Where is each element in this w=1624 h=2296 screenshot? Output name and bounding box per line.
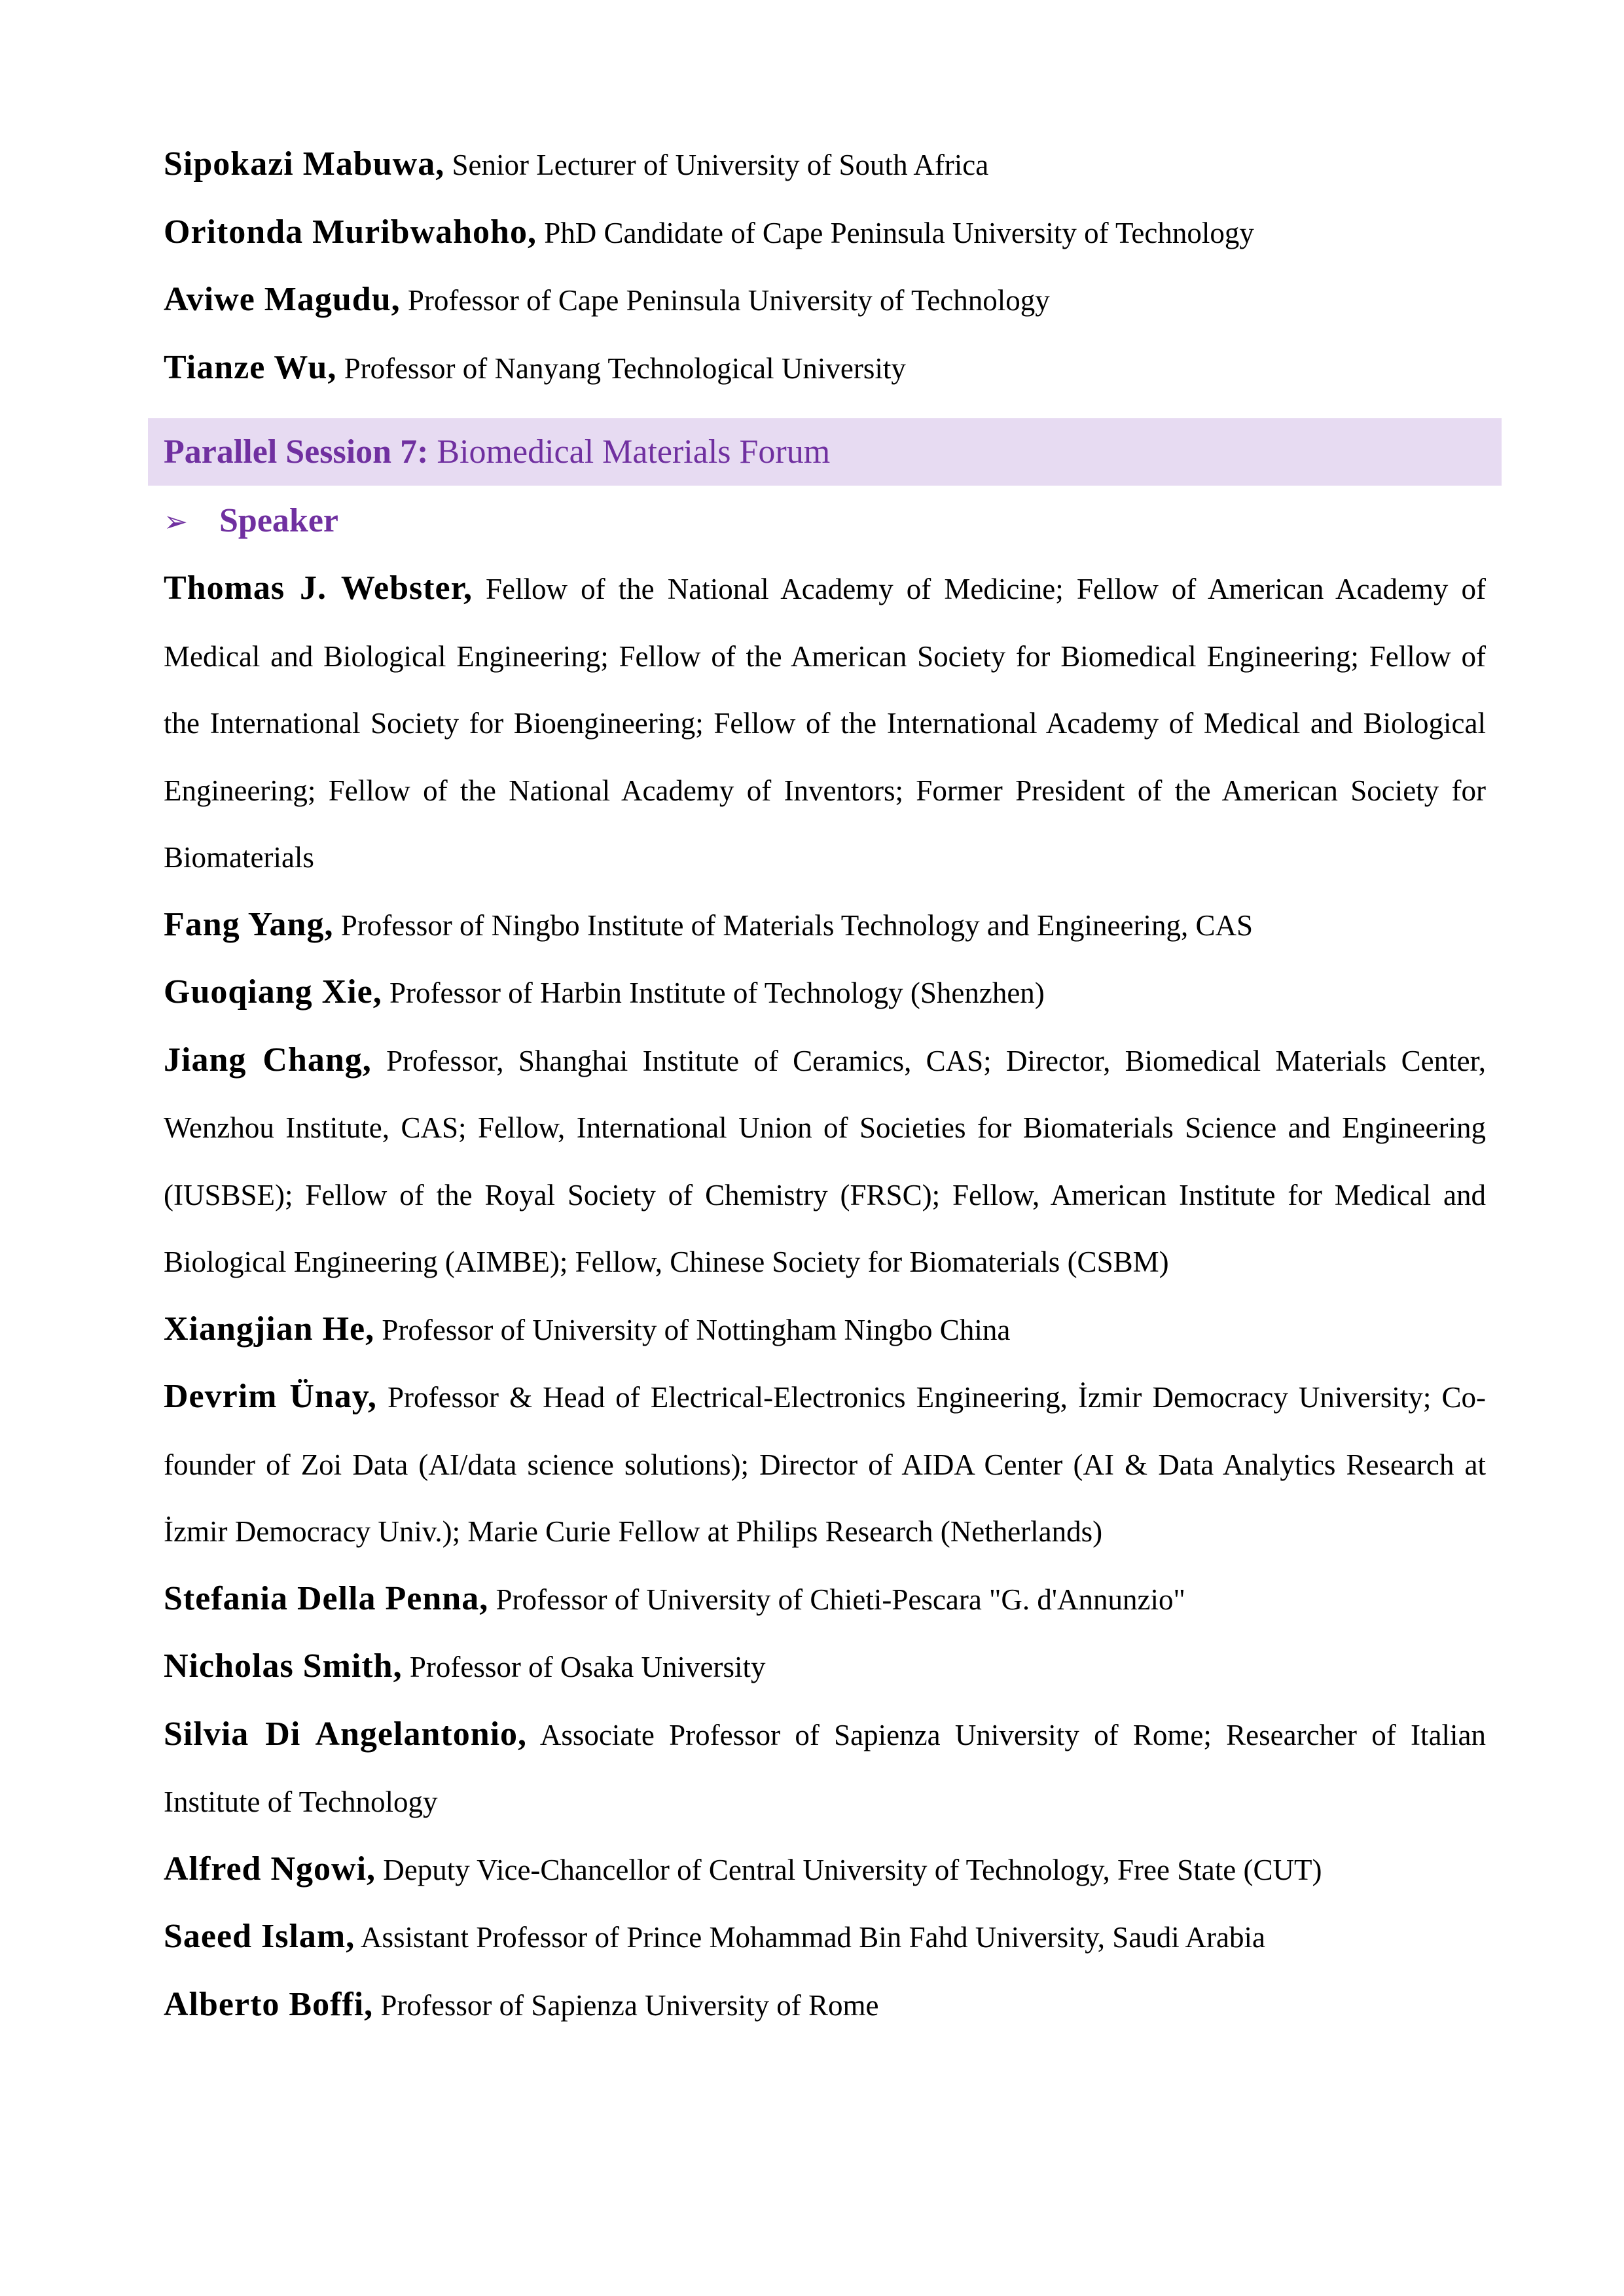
speaker-name: Jiang Chang, [164, 1041, 372, 1079]
speaker-name: Oritonda Muribwahoho, [164, 213, 537, 251]
speaker-entry [164, 1296, 1486, 1364]
speaker-entry [164, 1701, 1486, 1836]
speaker-affiliation: Professor of Sapienza University of Rome [380, 1988, 879, 2022]
speaker-heading-label: Speaker [219, 502, 338, 539]
speaker-name: Silvia Di Angelantonio, [164, 1715, 528, 1753]
speaker-name: Guoqiang Xie, [164, 973, 382, 1011]
speaker-affiliation: PhD Candidate of Cape Peninsula University of Technology [544, 216, 1254, 249]
speaker-name: Stefania Della Penna, [164, 1579, 489, 1617]
speaker-affiliation: Professor of Osaka University [409, 1651, 766, 1683]
speaker-entry [164, 334, 1486, 403]
speaker-affiliation: Fellow of the National Academy of Medicine; Fellow of American Academy of Medical and Biological Engineering; Fellow of the American Society for Biomedical Engineering; Fellow of the International Society for Bioengineering; Fellow of the International Academy of Medical and Biological Engineering; Fellow of the National Academy of Inventors; Former President of the American Society for Biomaterials [164, 573, 1486, 874]
speaker-name: Tianze Wu, [164, 348, 337, 386]
speaker-affiliation: Professor of Harbin Institute of Technology (Shenzhen) [389, 977, 1045, 1009]
speaker-heading [164, 488, 338, 554]
speaker-entry [164, 1903, 1486, 1971]
speaker-affiliation: Professor of Nanyang Technological University [344, 351, 906, 385]
speaker-name: Alfred Ngowi, [164, 1850, 376, 1888]
speaker-name: Devrim Ünay, [164, 1378, 377, 1415]
speaker-affiliation: Professor & Head of Electrical-Electronics Engineering, İzmir Democracy University; Co-founder of Zoi Data (AI/data science solutions); Director of AIDA Center (AI & Data Analytics Research at İzmir Democracy Univ.); Marie Curie Fellow at Philips Research (Netherlands) [164, 1381, 1486, 1548]
session-title [164, 418, 830, 486]
speaker-name: Thomas J. Webster, [164, 569, 473, 607]
speaker-name: Aviwe Magudu, [164, 281, 401, 318]
session-name: Biomedical Materials Forum [437, 433, 831, 471]
speaker-entry [164, 266, 1486, 334]
speaker-affiliation: Professor, Shanghai Institute of Ceramics, CAS; Director, Biomedical Materials Center, Wenzhou Institute, CAS; Fellow, International Union of Societies for Biomaterials Science and Engineering (IUSBSE); Fellow of the Royal Society of Chemistry (FRSC); Fellow, American Institute for Medical and Biological Engineering (AIMBE); Fellow, Chinese Society for Biomaterials (CSBM) [164, 1044, 1486, 1278]
speaker-entry [164, 1027, 1486, 1296]
speaker-name: Xiangjian He, [164, 1310, 375, 1348]
speaker-name: Saeed Islam, [164, 1918, 355, 1955]
speaker-entry [164, 1566, 1486, 1634]
arrow-bullet-icon: ➢ [164, 505, 188, 539]
speaker-name: Fang Yang, [164, 905, 334, 943]
speaker-name: Nicholas Smith, [164, 1647, 403, 1685]
speaker-affiliation: Professor of Ningbo Institute of Materials Technology and Engineering, CAS [340, 908, 1254, 942]
speaker-name: Alberto Boffi, [164, 1985, 374, 2023]
speaker-entry [164, 1633, 1486, 1701]
speaker-entry [164, 199, 1486, 267]
speaker-entry [164, 131, 1486, 199]
speaker-affiliation: Professor of University of Chieti-Pescara "G. d'Annunzio" [496, 1583, 1185, 1616]
speaker-entry [164, 891, 1486, 960]
speaker-entry [164, 1836, 1486, 1904]
session-speaker-list [164, 555, 1486, 2039]
previous-speaker-list [164, 131, 1486, 402]
speaker-affiliation: Senior Lecturer of University of South Africa [452, 149, 989, 181]
speaker-name: Sipokazi Mabuwa, [164, 145, 445, 183]
speaker-entry [164, 959, 1486, 1027]
speaker-affiliation: Professor of Cape Peninsula University of Technology [407, 284, 1050, 317]
speaker-affiliation: Associate Professor of Sapienza University of Rome; Researcher of Italian Institute of Technology [164, 1718, 1486, 1818]
speaker-affiliation: Deputy Vice-Chancellor of Central University of Technology, Free State (CUT) [383, 1853, 1322, 1886]
speaker-affiliation: Professor of University of Nottingham Ningbo China [382, 1313, 1011, 1346]
speaker-entry [164, 1363, 1486, 1566]
session-label: Parallel Session 7: [164, 433, 429, 471]
speaker-affiliation: Assistant Professor of Prince Mohammad Bin Fahd University, Saudi Arabia [361, 1921, 1265, 1954]
speaker-entry [164, 1971, 1486, 2039]
speaker-entry [164, 555, 1486, 891]
